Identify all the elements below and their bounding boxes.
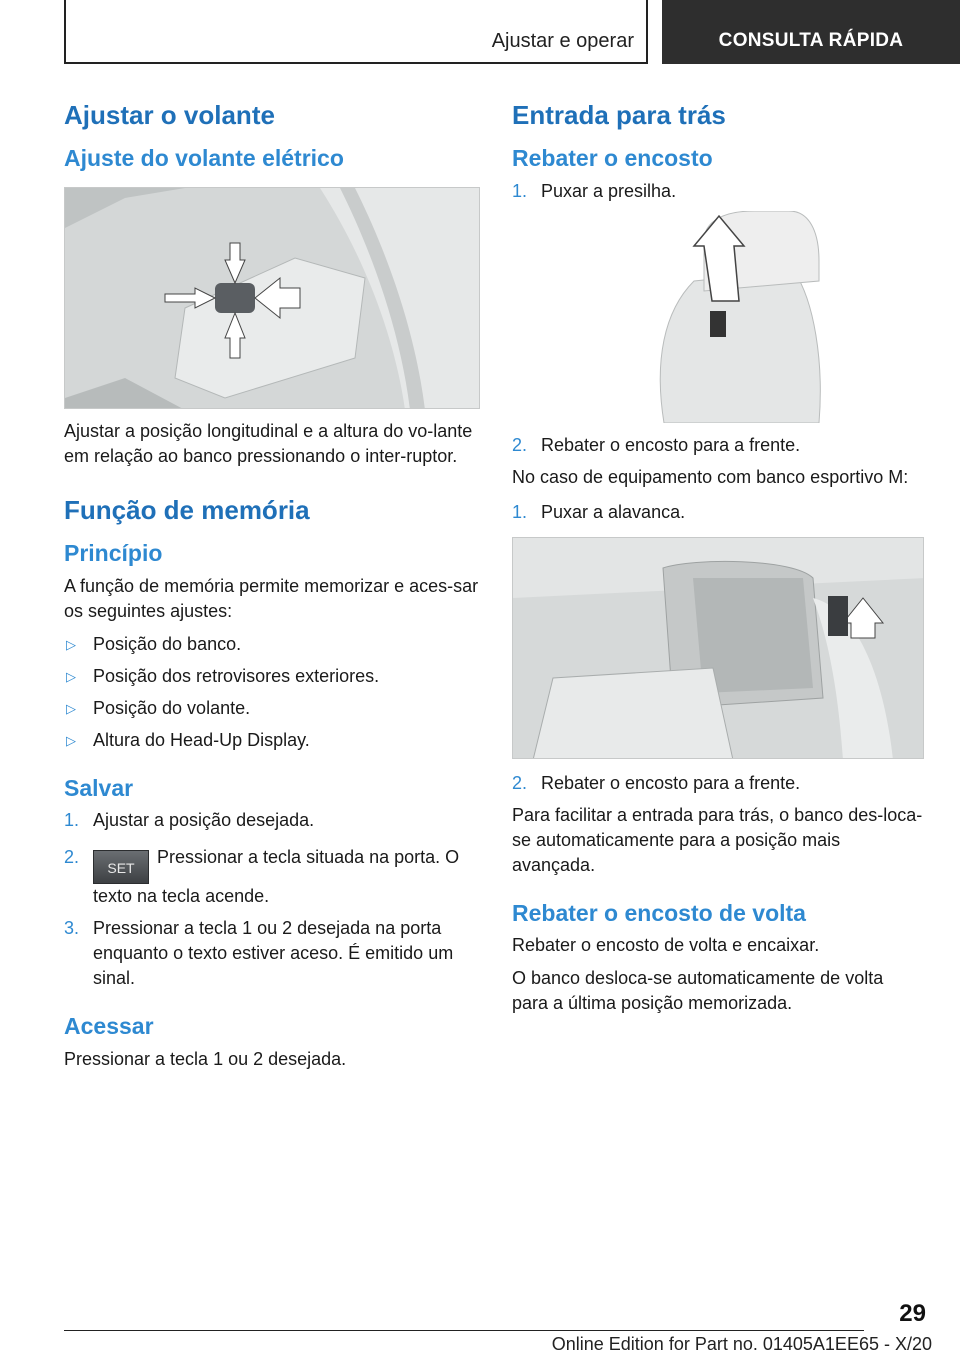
- list-item: ▷ Posição do banco.: [64, 632, 480, 657]
- seat-clip-drawing: [594, 211, 834, 423]
- steering-intro: Ajustar a posição longitudinal e a altura do vo-lante em relação ao banco pressionando o inter-ruptor.: [64, 420, 473, 466]
- list-item: 2. SETPressionar a tecla situada na porta. O texto na tecla acende.: [64, 847, 460, 907]
- fold-back-text-1: Rebater o encosto de volta e encaixar.: [512, 935, 820, 956]
- list-item: 2. Rebater o encosto para a frente.: [512, 434, 801, 455]
- header-section-tab: [64, 0, 648, 64]
- set-key-icon: SET: [93, 850, 149, 884]
- triangle-bullet-icon: ▷: [66, 732, 76, 748]
- auto-entry-text: Para facilitar a entrada para trás, o banco des-loca-se automaticamente para a posição mais avançada.: [512, 804, 923, 875]
- page-number: 29: [899, 1300, 926, 1327]
- list-item: ▷ Posição dos retrovisores exteriores.: [64, 664, 480, 689]
- footer-edition: Online Edition for Part no. 01405A1EE65 - X/20: [551, 1334, 932, 1354]
- rear-entry-title: Entrada para trás: [512, 100, 726, 130]
- steering-title: Ajustar o volante: [64, 100, 275, 130]
- fold-steps-list: [512, 179, 924, 204]
- list-item: 3. Pressionar a tecla 1 ou 2 desejada na porta enquanto o texto estiver aceso. É emitido um sinal.: [64, 918, 454, 989]
- principle-text: A função de memória permite memorizar e aces-sar os seguintes ajustes:: [64, 575, 479, 621]
- memory-settings-list: [64, 632, 480, 753]
- list-item: 1. Puxar a alavanca.: [512, 501, 686, 522]
- list-item: 1. Ajustar a posição desejada.: [64, 810, 315, 831]
- sport-steps-list: [512, 500, 924, 525]
- list-item: ▷ Posição do volante.: [64, 696, 480, 721]
- electric-steering-subtitle: Ajuste do volante elétrico: [64, 145, 344, 172]
- fold-back-title: Rebater o encosto de volta: [512, 899, 806, 926]
- sport-steps-list-2: [512, 771, 924, 796]
- list-item: 2. Rebater o encosto para a frente.: [512, 772, 801, 793]
- list-item: 1. Puxar a presilha.: [512, 180, 677, 201]
- steering-adjust-drawing: [65, 188, 480, 409]
- left-column: [64, 100, 480, 1080]
- access-title: Acessar: [64, 1013, 154, 1040]
- list-item: ▷ Altura do Head-Up Display.: [64, 728, 480, 753]
- access-text: Pressionar a tecla 1 ou 2 desejada.: [64, 1048, 347, 1069]
- save-steps-list: [64, 808, 480, 991]
- sport-seat-text: No caso de equipamento com banco esportivo M:: [512, 466, 909, 487]
- triangle-bullet-icon: ▷: [66, 700, 76, 716]
- fold-back-text-2: O banco desloca-se automaticamente de volta para a última posição memorizada.: [512, 968, 884, 1014]
- sport-seat-lever-illustration: [512, 537, 924, 759]
- triangle-bullet-icon: ▷: [66, 636, 76, 652]
- footer-divider: [64, 1330, 864, 1331]
- right-column: [512, 100, 924, 1024]
- triangle-bullet-icon: ▷: [66, 668, 76, 684]
- save-title: Salvar: [64, 774, 134, 801]
- header-chapter-label: CONSULTA RÁPIDA: [718, 30, 904, 51]
- principle-title: Princípio: [64, 539, 163, 566]
- header-section-label: Ajustar e operar: [491, 30, 634, 52]
- seat-clip-illustration: [594, 211, 834, 423]
- fold-backrest-title: Rebater o encosto: [512, 145, 713, 172]
- memory-title: Função de memória: [64, 494, 310, 525]
- steering-adjust-illustration: [64, 187, 480, 409]
- header-chapter-tab: [662, 0, 960, 64]
- sport-seat-lever-drawing: [513, 538, 924, 759]
- fold-steps-list-2: [512, 433, 924, 458]
